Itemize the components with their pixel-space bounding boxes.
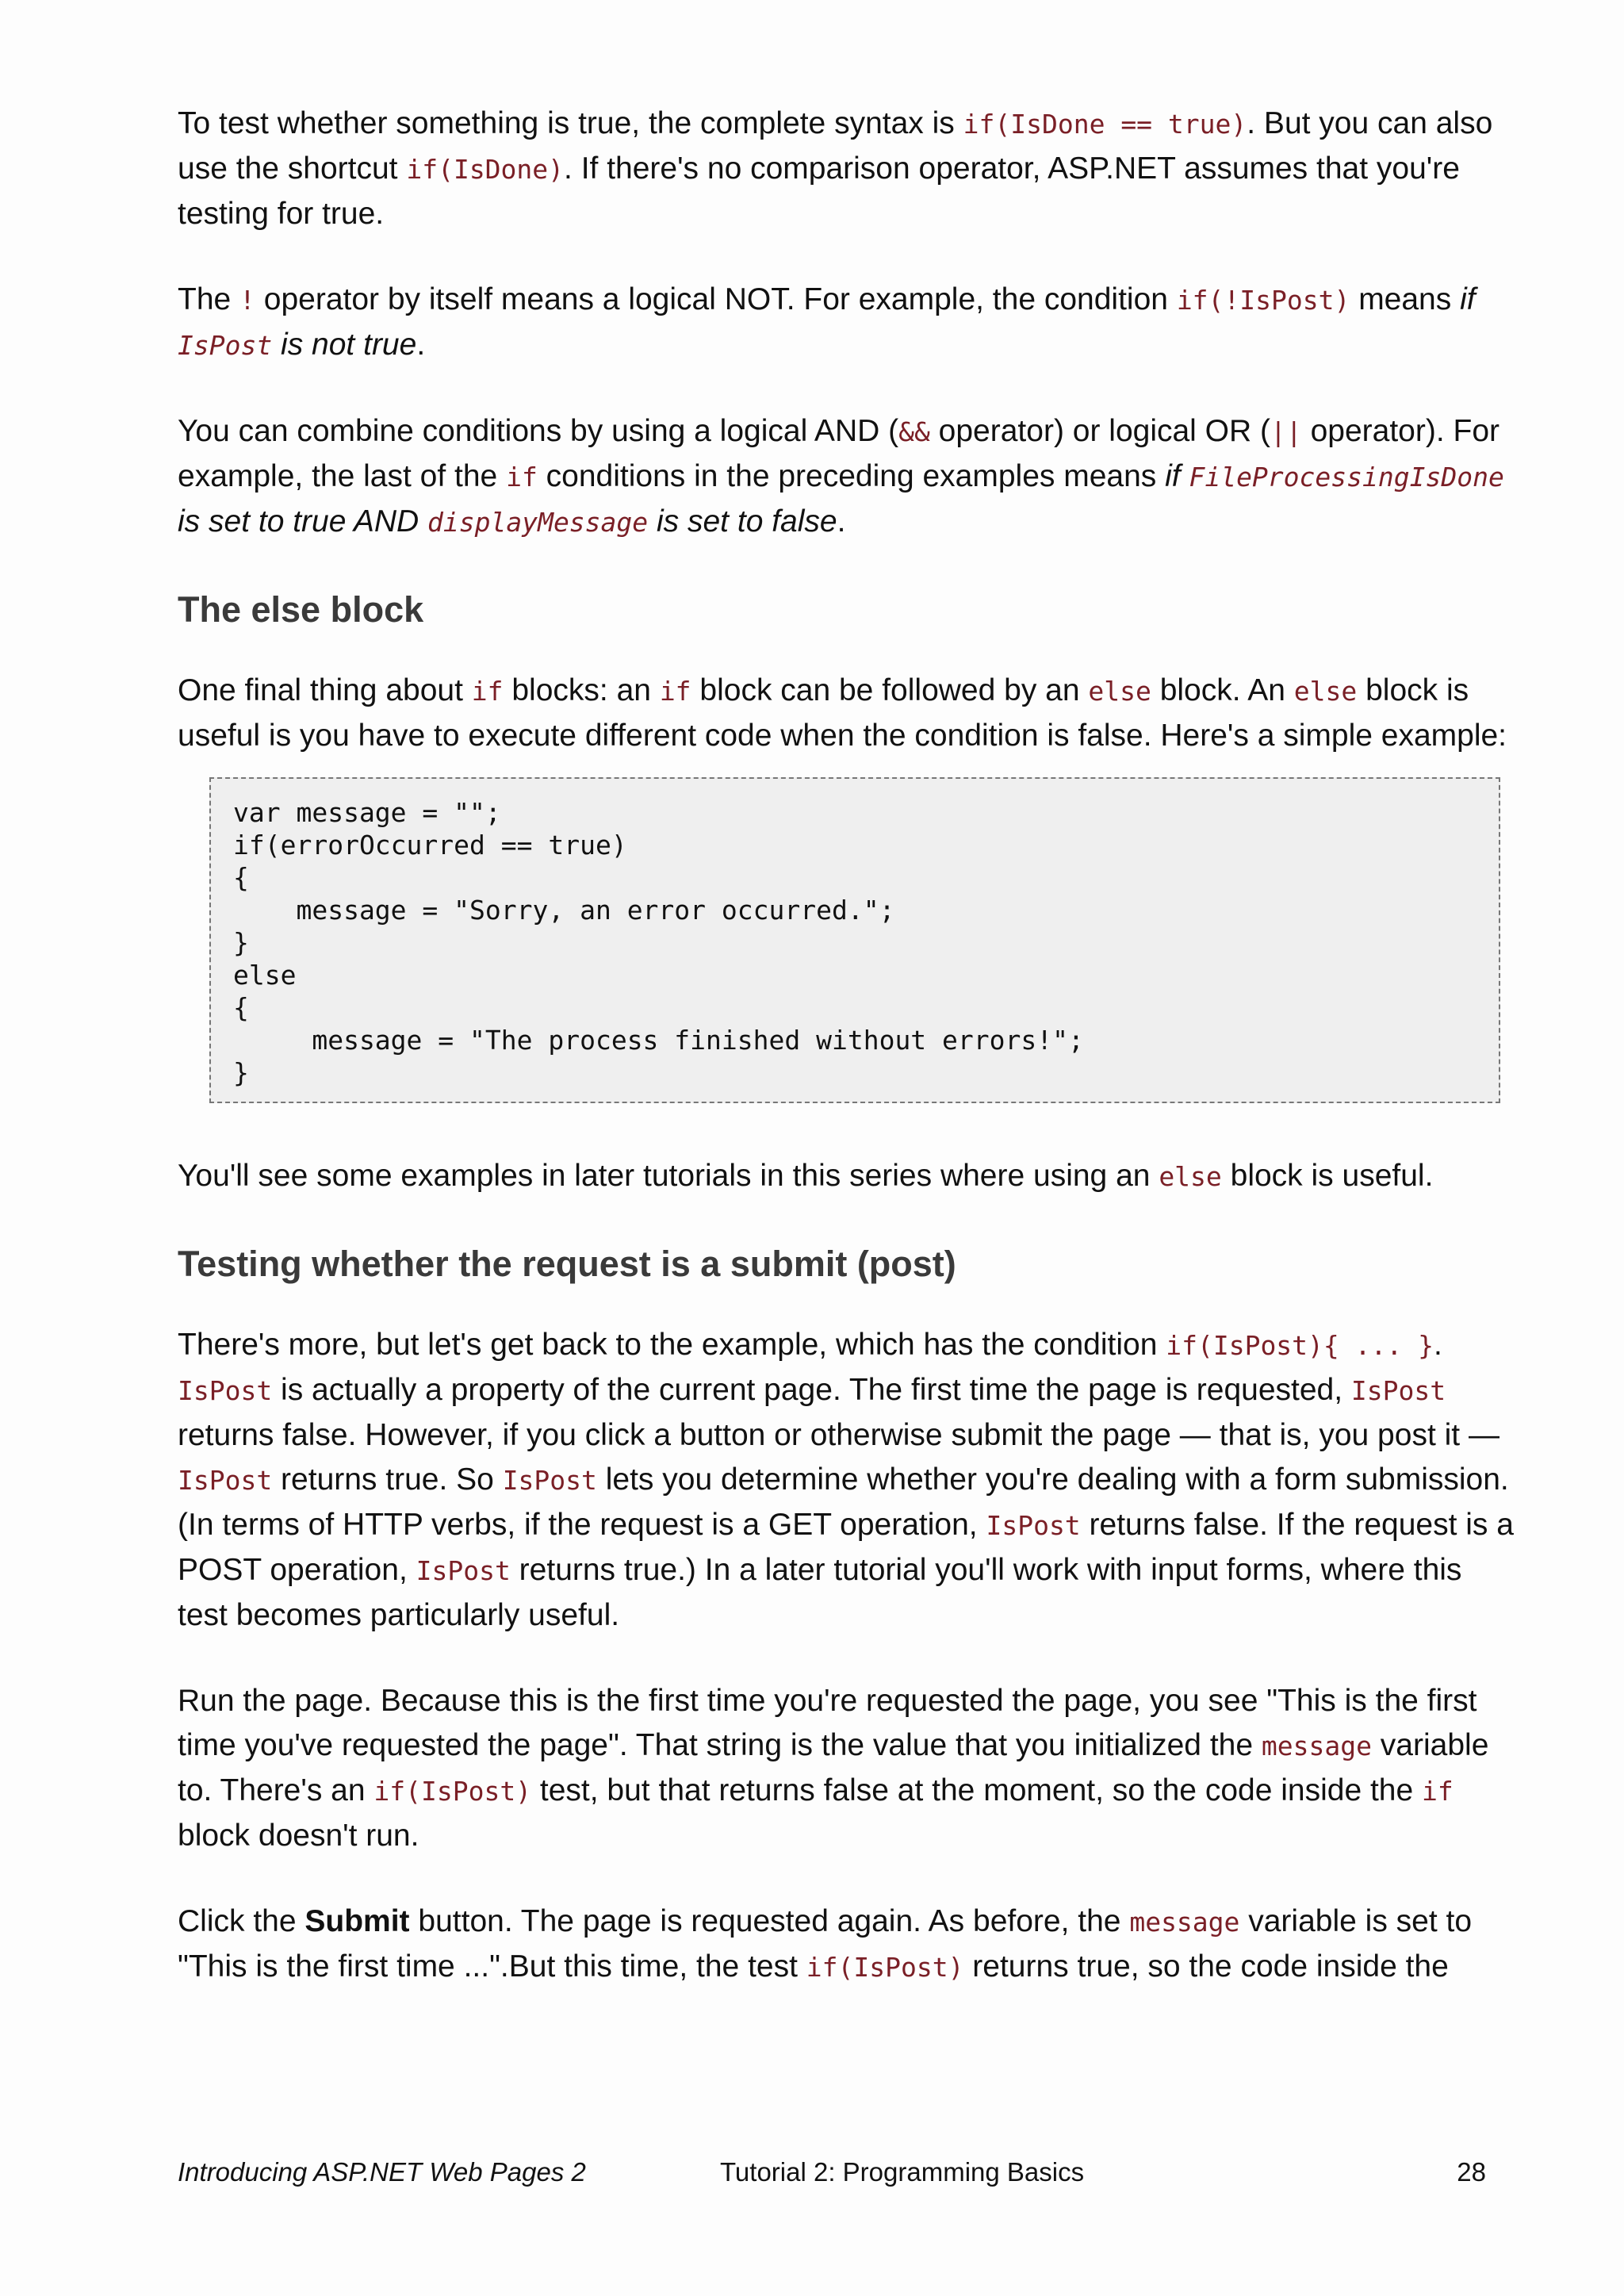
code-inline: || xyxy=(1270,416,1302,447)
code-line: } xyxy=(233,1057,249,1088)
heading-testing-submit: Testing whether the request is a submit (post) xyxy=(178,1244,956,1284)
text: To test whether something is true, the complete syntax is xyxy=(178,106,963,140)
code-block xyxy=(209,777,1500,1103)
text: block is useful is you have to execute different code when the condition is false. Here's a simple example: xyxy=(178,673,1507,753)
text: operator) or logical OR ( xyxy=(929,414,1270,448)
code-inline: && xyxy=(898,416,930,447)
code-inline: IsPost xyxy=(986,1510,1081,1541)
paragraph-ispost xyxy=(178,1323,1518,1638)
code-line: message = "Sorry, an error occurred."; xyxy=(233,895,895,926)
code-inline: IsPost xyxy=(1350,1375,1446,1406)
code-line: message = "The process finished without errors!"; xyxy=(233,1025,1084,1056)
heading-else-block: The else block xyxy=(178,589,424,630)
bold-text: Submit xyxy=(304,1904,410,1938)
code-line: } xyxy=(233,927,249,958)
text: . xyxy=(837,504,846,539)
text: block is useful. xyxy=(1221,1159,1434,1193)
footer-page-number: 28 xyxy=(1457,2157,1486,2187)
code-line: else xyxy=(233,960,297,991)
code-inline: IsPost xyxy=(178,330,273,361)
text: block can be followed by an xyxy=(691,673,1089,707)
text: test, but that returns false at the moment, so the code inside the xyxy=(531,1773,1423,1807)
text: variable to. There's an xyxy=(178,1728,1489,1807)
paragraph-true-syntax xyxy=(178,102,1518,236)
code-inline: IsPost xyxy=(502,1465,597,1496)
code-inline: else xyxy=(1293,676,1358,707)
text: is not true xyxy=(272,328,417,362)
code-inline: else xyxy=(1159,1161,1222,1192)
paragraph-combine-conditions xyxy=(178,409,1518,545)
text: is actually a property of the current page. The first time the page is requested, xyxy=(272,1373,1351,1407)
paragraph-click-submit xyxy=(178,1899,1518,1990)
text: if xyxy=(1460,282,1476,316)
code-inline: if(IsPost) xyxy=(373,1776,532,1807)
text: button. The page is requested again. As before, the xyxy=(409,1904,1130,1938)
code-inline: IsPost xyxy=(416,1555,511,1586)
code-inline: if(IsPost) xyxy=(806,1952,964,1983)
code-inline: message xyxy=(1129,1907,1240,1938)
text: returns false. However, if you click a button or otherwise submit the page — that is, you post it — xyxy=(178,1418,1500,1452)
code-inline: else xyxy=(1088,676,1151,707)
text: There's more, but let's get back to the example, which has the condition xyxy=(178,1328,1166,1362)
code-inline: if(IsPost){ ... } xyxy=(1166,1330,1434,1361)
code-inline: FileProcessingIsDone xyxy=(1189,462,1504,493)
text: . If there's no comparison operator, ASP.NET assumes that you're testing for true. xyxy=(178,151,1460,231)
text: returns true.) In a later tutorial you'll work with input forms, where this test becomes particularly useful. xyxy=(178,1553,1462,1632)
text: lets you determine whether you're dealing with a form submission. (In terms of HTTP verbs, if the request is a GET operation, xyxy=(178,1462,1509,1542)
footer-chapter: Tutorial 2: Programming Basics xyxy=(720,2157,1085,2187)
text: if xyxy=(1165,459,1189,493)
paragraph-else-examples xyxy=(178,1154,1518,1199)
text: . But you can also use the shortcut xyxy=(178,106,1493,186)
paragraph-else-intro xyxy=(178,669,1518,758)
text: returns false. If the request is a POST operation, xyxy=(178,1508,1514,1587)
text: Run the page. Because this is the first time you're requested the page, you see "This is the first time you've requested the page". That string is the value that you initialized the xyxy=(178,1684,1477,1762)
text: returns true, so the code inside the xyxy=(963,1949,1449,1984)
text: conditions in the preceding examples means xyxy=(537,459,1166,493)
document-body xyxy=(178,102,1518,1990)
code-inline: if(IsDone) xyxy=(406,154,565,185)
text: . xyxy=(416,328,426,362)
code-inline: IsPost xyxy=(178,1375,273,1406)
code-inline: if(!IsPost) xyxy=(1176,285,1350,316)
code-line: var message = ""; xyxy=(233,797,501,828)
text: block. An xyxy=(1151,673,1294,707)
paragraph-run-page xyxy=(178,1679,1518,1858)
code-inline: if xyxy=(471,676,504,707)
text: . xyxy=(1434,1328,1442,1362)
text: The xyxy=(178,282,240,316)
code-inline: message xyxy=(1261,1731,1372,1761)
text: is set to true AND xyxy=(178,504,427,539)
text: You can combine conditions by using a logical AND ( xyxy=(178,414,899,448)
code-inline: if xyxy=(659,676,691,707)
footer-book-title: Introducing ASP.NET Web Pages 2 xyxy=(178,2157,586,2187)
code-inline: if xyxy=(506,462,538,493)
text: returns true. So xyxy=(272,1462,503,1497)
code-inline: displayMessage xyxy=(427,507,649,538)
code-line: { xyxy=(233,862,249,893)
text: block doesn't run. xyxy=(178,1819,419,1853)
text: One final thing about xyxy=(178,673,472,707)
text: variable is set to "This is the first time ...".But this time, the test xyxy=(178,1904,1473,1984)
text: operator). For example, the last of the xyxy=(178,414,1500,493)
code-inline: if xyxy=(1422,1776,1454,1807)
text: means xyxy=(1350,282,1461,316)
code-inline: IsPost xyxy=(178,1465,273,1496)
text: You'll see some examples in later tutorials in this series where using an xyxy=(178,1159,1159,1193)
code-line: if(errorOccurred == true) xyxy=(233,830,627,861)
paragraph-not-operator xyxy=(178,278,1518,368)
text: Click the xyxy=(178,1904,305,1938)
text: blocks: an xyxy=(503,673,660,707)
text: is set to false xyxy=(648,504,837,539)
text: operator by itself means a logical NOT. For example, the condition xyxy=(255,282,1177,316)
code-line: { xyxy=(233,992,249,1023)
code-inline: if(IsDone == true) xyxy=(963,109,1247,140)
code-inline: ! xyxy=(239,285,255,316)
